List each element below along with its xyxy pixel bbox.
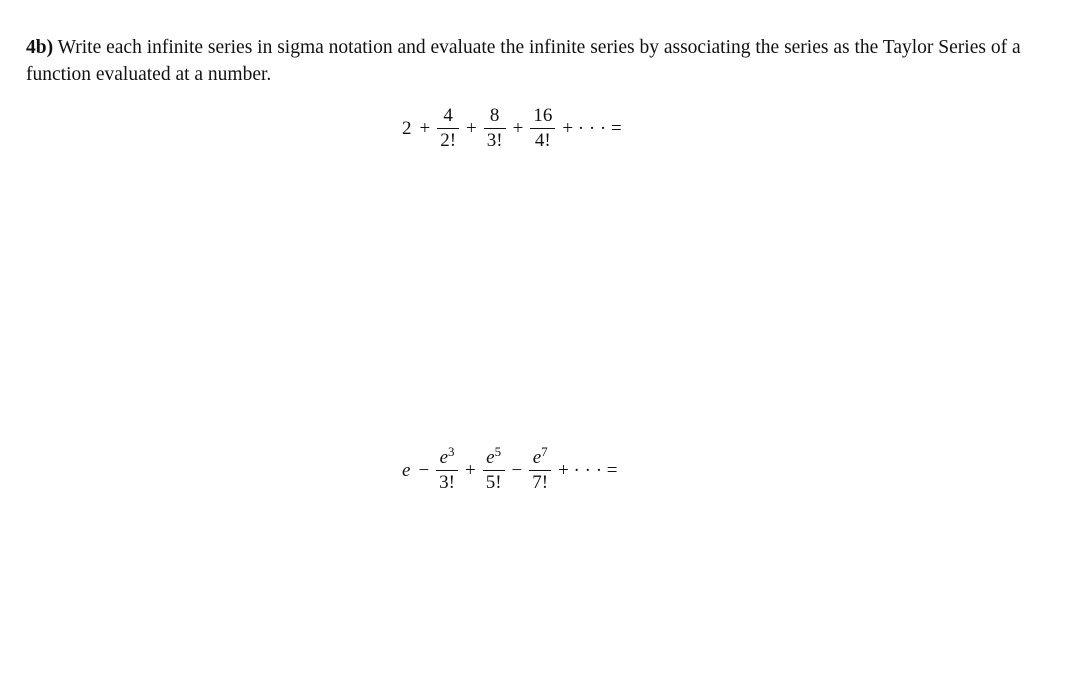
- series-2-base: e: [532, 447, 542, 468]
- series-1-term-1: [437, 106, 459, 151]
- series-2-op: −: [418, 459, 430, 481]
- series-2-term-3: [529, 444, 551, 493]
- problem-label: 4b): [26, 37, 54, 58]
- series-2-first-term: e: [402, 459, 411, 481]
- series-2-expression: [398, 444, 622, 493]
- series-2-term-1-denominator: 3!: [439, 472, 455, 493]
- series-1-term-2-numerator: 8: [489, 105, 500, 126]
- series-2-op: −: [511, 459, 523, 481]
- problem-statement: [26, 34, 1036, 88]
- series-1-term-3: [530, 106, 555, 151]
- series-2-term-2-exponent: 5: [494, 444, 502, 459]
- series-1-op: +: [512, 117, 524, 139]
- series-2-term-1-numerator: [437, 444, 458, 470]
- series-2-term-1: [436, 444, 458, 493]
- series-2-base: e: [439, 447, 449, 468]
- series-1-tail: + · · · =: [562, 117, 622, 139]
- series-2-term-3-exponent: 7: [541, 444, 548, 459]
- series-1-term-1-numerator: 4: [443, 105, 453, 126]
- series-1-term-2: [484, 106, 506, 151]
- series-2-term-2-denominator: 5!: [485, 472, 502, 493]
- series-2-op: +: [464, 459, 476, 481]
- series-1-term-3-denominator: 4!: [534, 130, 551, 151]
- series-1-expression: [398, 106, 626, 151]
- problem-text: Write each infinite series in sigma notation and evaluate the infinite series by associating the series as the Taylor Series of a function evaluated at a number.: [26, 37, 1021, 85]
- series-2-term-1-exponent: 3: [448, 444, 455, 459]
- series-2-term-2-numerator: [483, 444, 504, 470]
- series-2-term-2: [483, 444, 505, 493]
- series-2-term-3-denominator: 7!: [532, 472, 549, 493]
- series-2-base: e: [486, 447, 495, 468]
- series-1-term-3-numerator: 16: [533, 105, 553, 126]
- series-1-term-1-denominator: 2!: [440, 130, 457, 151]
- series-2-term-3-numerator: [530, 444, 551, 470]
- series-1-term-2-denominator: 3!: [486, 130, 503, 151]
- series-1-op: +: [466, 117, 477, 139]
- series-1-op: +: [419, 117, 431, 139]
- series-2-tail: + · · · =: [558, 459, 618, 481]
- series-1-first-term: 2: [402, 117, 412, 139]
